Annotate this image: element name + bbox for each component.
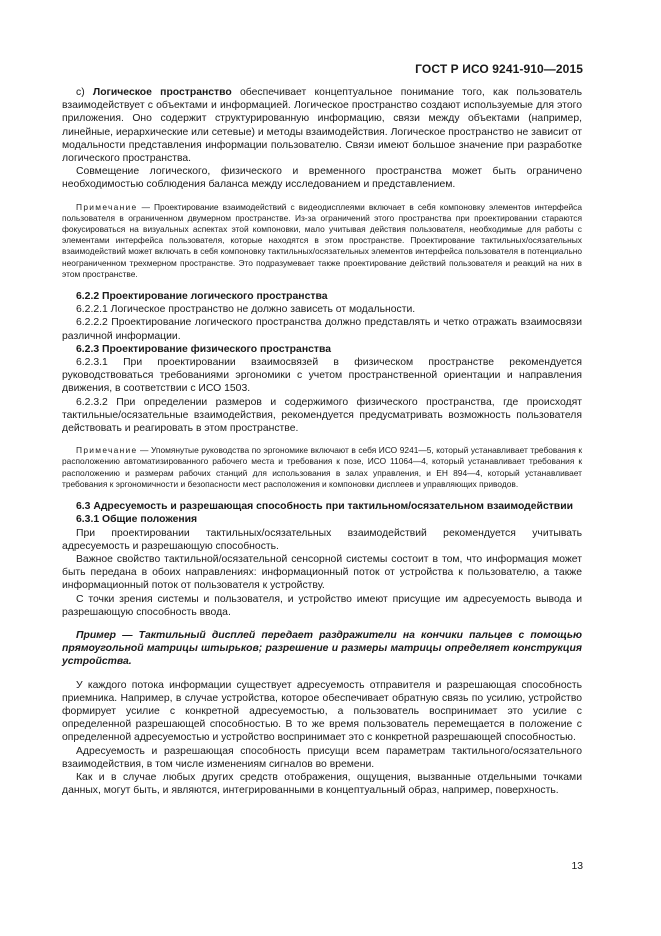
example: Пример — Тактильный дисплей передает раздражители на кончики пальцев с помощью прямоугольной матрицы штырьков; разрешение и размеры матрицы определяет конструкция устройства. (62, 629, 582, 668)
section-heading: 6.3.1 Общие положения (76, 514, 198, 526)
section-heading: 6.3 Адресуемость и разрешающая способность при тактильном/осязательном взаимодействии (76, 501, 573, 513)
paragraph: c) Логическое пространство обеспечивает концептуальное понимание того, как пользователь взаимодействует с объектами и информацией. Логическое пространство создают используемые для этого приложения. Оно содержит структурированную информацию, связи между объектами (например, линейные, иерархические или сетевые) и методы взаимодействия. Логическое пространство не зависит от модальности представления информации пользователю. Связи имеют большое значение при разработке логического пространства. (62, 87, 582, 165)
paragraph: Важное свойство тактильной/осязательной сенсорной системы состоит в том, что информация может быть передана в обоих направлениях: информационный поток от устройства к пользователю, а также информационный поток от пользователя к устройству. (62, 553, 582, 592)
paragraph: 6.2.2.1 Логическое пространство не должно зависеть от модальности. (76, 304, 416, 316)
paragraph: 6.2.3.2 При определении размеров и содержимого физического пространства, где происходят тактильные/осязательные взаимодействия, рекомендуется предусматривать возможность пользователя действовать и реагировать в этом пространстве. (62, 396, 582, 435)
note: Примечание — Проектирование взаимодействий с видеодисплеями включает в себя компоновку элементов интерфейса пользователя в ограниченном двумерном пространстве. Из-за ограничений этого пространства при проектировании стараются фокусироваться на визуальных аспектах этой компоновки, мало учитывая действия пользователя, необходимые для работы с элементами интерфейса пользователя, которые находятся в этом пространстве. Проектирование тактильных/осязательных взаимодействий может включать в себя компоновку тактильных/осязательных элементов интерфейса пользователя в потенциально неограниченном трехмерном пространстве. Это подразумевает также проектирование действий пользователя и реакций на них в этом пространстве. (62, 201, 582, 279)
paragraph: С точки зрения системы и пользователя, и устройство имеют присущие им адресуемость вывода и разрешающую способность ввода. (62, 593, 582, 618)
page-number: 13 (571, 861, 583, 872)
document-header: ГОСТ Р ИСО 9241-910—2015 (415, 62, 583, 76)
paragraph: У каждого потока информации существует адресуемость отправителя и разрешающая способность приемника. Например, в случае устройства, которое обеспечивает обратную связь по усилию, устройство формирует усилие с конкретной адресуемостью, а пользователь воспринимает это усилие с определенной разрешающей способностью. В то же время пользователь перемещается в положение с определенной адресуемостью и устройство воспринимает это с конкретной разрешающей способностью. (62, 679, 582, 744)
paragraph: 6.2.2.2 Проектирование логического пространства должно представлять и четко отражать взаимосвязи различной информации. (62, 317, 582, 342)
note: Примечание — Упомянутые руководства по эргономике включают в себя ИСО 9241—5, который устанавливает требования к расположению автоматизированного рабочего места и требования к позе, ИСО 11064—4, который устанавливает требования к расположению и размерам рабочих станций для использования в залах управления, и ЕН 894—4, который устанавливает требования к эргономичности и безопасности мест расположения и компоновки дисплеев и управляющих приводов. (62, 445, 582, 489)
paragraph: Как и в случае любых других средств отображения, ощущения, вызванные отдельными точками данных, могут быть, и являются, интегрированными в концептуальный образ, например, поверхность. (62, 771, 582, 797)
section-heading: 6.2.2 Проектирование логического пространства (76, 291, 328, 303)
paragraph: При проектировании тактильных/осязательных взаимодействий рекомендуется учитывать адресуемость и разрешающую способность. (62, 527, 582, 552)
paragraph: 6.2.3.1 При проектировании взаимосвязей в физическом пространстве рекомендуется руководствоваться требованиями эргономики с учетом пространственной ориентации и направления движения, в соответствии с ИСО 1503. (62, 357, 582, 395)
paragraph: Совмещение логического, физического и временного пространства может быть ограничено необходимостью соблюдения баланса между исследованием и представлением. (62, 166, 582, 191)
section-heading: 6.2.3 Проектирование физического пространства (76, 343, 331, 355)
page-content (62, 86, 582, 797)
paragraph: Адресуемость и разрешающая способность присущи всем параметрам тактильного/осязательного взаимодействия, в том числе изменениям сигналов во времени. (62, 745, 582, 770)
